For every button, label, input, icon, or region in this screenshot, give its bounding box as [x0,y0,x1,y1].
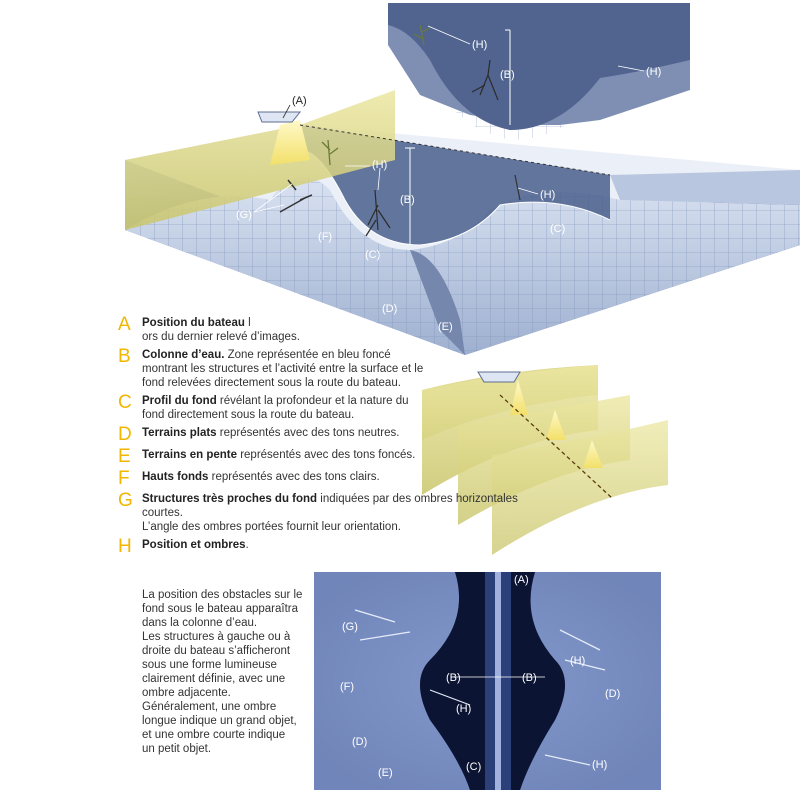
h-desc-line: Généralement, une ombre [142,701,277,713]
callout-g2: (G) [342,621,358,633]
legend-title: Position et ombres [142,539,246,551]
legend-title: Colonne d’eau. [142,349,225,361]
callout-b1: (B) [400,194,415,206]
legend-text: indiquées par des ombres horizontales courtes. [142,493,518,519]
inset-cross-section [388,3,690,140]
legend-letter: D [118,424,132,445]
h-desc-line: dans la colonne d’eau. [142,617,258,629]
callout-h4: (H) [646,66,662,78]
legend-item-c [118,394,558,422]
legend-letter: H [118,536,132,557]
legend-text: révélant la profondeur et la nature du [216,395,409,407]
callout-g1: (G) [236,209,252,221]
h-desc-line: un petit objet. [142,743,212,755]
legend-sub: fond directement sous la route du bateau. [142,409,355,421]
legend-title: Terrains en pente [142,449,238,461]
callout-a: (A) [292,95,307,107]
callout-h2: (H) [540,189,556,201]
legend-title: Terrains plats [142,427,217,439]
h-desc-line: et une ombre courte indique [142,729,286,741]
legend-text: Zone représentée en bleu foncé [224,349,391,361]
legend-title: Structures très proches du fond [142,493,318,505]
legend-sub: montrant les structures et l’activité entre la surface et le fond relevées directement sous la route du bateau. [142,363,424,389]
legend-text: représentés avec des tons neutres. [216,427,400,439]
legend-item-e [118,448,558,466]
legend-title: Hauts fonds [142,471,209,483]
legend-item-d [118,426,558,444]
callout-h3: (H) [472,39,488,51]
legend-item-g [118,492,558,534]
callout-b4: (B) [522,672,537,684]
callout-c1: (C) [365,249,381,261]
h-desc-line: fond sous le bateau apparaîtra [142,603,299,615]
h-desc-line: Les structures à gauche ou à [142,631,291,643]
h-desc-line: longue indique un grand objet, [142,715,297,727]
callout-e2: (E) [378,767,393,779]
callout-h1: (H) [372,159,388,171]
legend-title: Profil du fond [142,395,217,407]
callout-e1: (E) [438,321,453,333]
legend-text: représentés avec des tons clairs. [208,471,380,483]
callout-c3: (C) [466,761,482,773]
legend-item-b [118,348,558,390]
callout-h6: (H) [456,703,472,715]
legend-sub: ors du dernier relevé d’images. [142,331,300,343]
h-description [142,588,310,756]
legend-letter: A [118,314,131,335]
h-desc-line: sous une forme lumineuse [142,659,277,671]
callout-b2: (B) [500,69,515,81]
legend-item-f [118,470,558,488]
legend-letter: E [118,446,131,467]
legend-letter: C [118,392,132,413]
legend-text: l [244,317,251,329]
legend-text: représentés avec des tons foncés. [237,449,416,461]
legend [118,316,558,560]
callout-f1: (F) [318,231,333,243]
callout-d1: (D) [382,303,398,315]
h-desc-line: clairement définie, avec une [142,673,286,685]
callout-c2: (C) [550,223,566,235]
legend-letter: F [118,468,130,489]
callout-d2: (D) [605,688,621,700]
callout-b3: (B) [446,672,461,684]
legend-text: . [245,539,249,551]
legend-sub: L’angle des ombres portées fournit leur orientation. [142,521,401,533]
legend-item-a [118,316,558,344]
callout-a2: (A) [514,574,529,586]
legend-title: Position du bateau [142,317,245,329]
sonar-image [314,572,661,790]
callout-d3: (D) [352,736,368,748]
callout-h5: (H) [570,655,586,667]
legend-letter: G [118,490,133,511]
legend-item-h [118,538,558,556]
h-desc-line: La position des obstacles sur le [142,589,303,601]
callout-h7: (H) [592,759,608,771]
callout-f2: (F) [340,681,355,693]
h-desc-line: ombre adjacente. [142,687,231,699]
legend-letter: B [118,346,131,367]
h-desc-line: droite du bateau s’afficheront [142,645,291,657]
